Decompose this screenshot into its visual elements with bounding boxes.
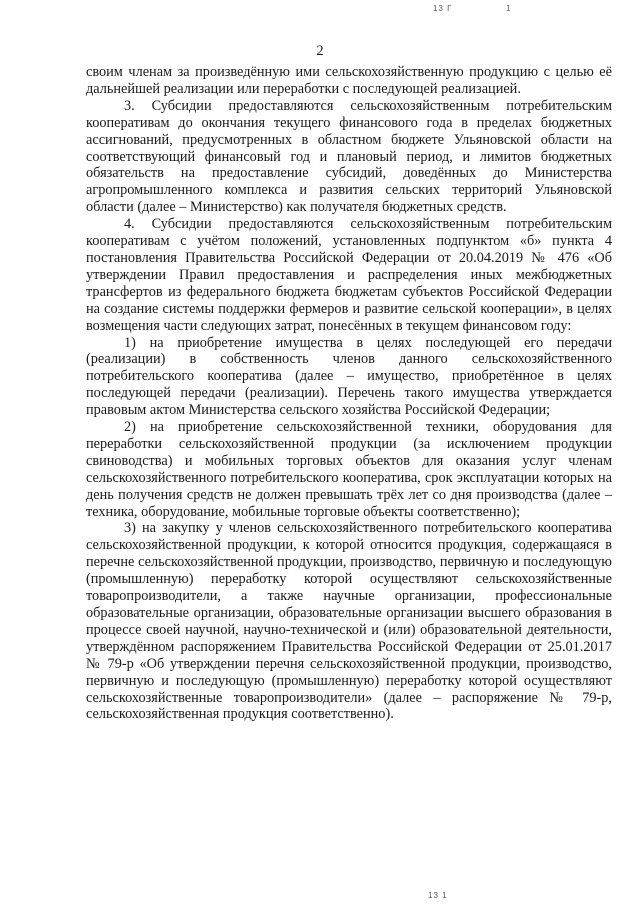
list-item-2: 2) на приобретение сельскохозяйственной техники, оборудования для переработки сельскохозяйственной продукции (за исключением продукции свиноводства) и мобильных торговых объектов для оказания услуг членам сельскохозяйственного потребительского кооператива, срок эксплуатации которых на день получения средств не должен превышать трёх лет со дня производства (далее – техника, оборудование, мобильные торговые объекты соответственно);: [86, 419, 612, 520]
page-number: 2: [316, 43, 324, 59]
scan-mark-bottom: 13 1: [428, 891, 448, 900]
scan-mark-top-right: 1: [506, 4, 512, 13]
paragraph-4: 4. Субсидии предоставляются сельскохозяйственным потребительским кооперативам с учётом положений, установленных подпунктом «б» пункта 4 постановления Правительства Российской Федерации от 20.04.2019 № 476 «Об утверждении Правил предоставления и распределения иных межбюджетных трансфертов из федерального бюджета бюджетам субъектов Российской Федерации на создание системы поддержки фермеров и развитие сельской кооперации», в целях возмещения части следующих затрат, понесённых в текущем финансовом году:: [86, 216, 612, 334]
paragraph-continuation: своим членам за произведённую ими сельскохозяйственную продукцию с целью её дальнейшей реализации или переработки с последующей реализацией.: [86, 64, 612, 97]
list-item-1: 1) на приобретение имущества в целях последующей его передачи (реализации) в собственность членов данного сельскохозяйственного потребительского кооператива (далее – имущество, приобретённое в целях последующей передачи (реализации). Перечень такого имущества утверждается правовым актом Министерства сельского хозяйства Российской Федерации;: [86, 334, 612, 419]
document-body: [86, 64, 612, 723]
paragraph-3: 3. Субсидии предоставляются сельскохозяйственным потребительским кооперативам до окончания текущего финансового года в пределах бюджетных ассигнований, предусмотренных в областном бюджете Ульяновской области на соответствующий финансовый год и плановый период, и лимитов бюджетных обязательств на предоставление субсидий, доведённых до Министерства агропромышленного комплекса и развития сельских территорий Ульяновской области (далее – Министерство) как получателя бюджетных средств.: [86, 97, 612, 216]
list-item-3: 3) на закупку у членов сельскохозяйственного потребительского кооператива сельскохозяйственной продукции, к которой относится продукция, содержащаяся в перечне сельскохозяйственной продукции, производство, первичную и последующую (промышленную) переработку которой осуществляют сельскохозяйственные товаропроизводители, а также научные организации, профессиональные образовательные организации, образовательные организации высшего образования в процессе своей научной, научно-технической и (или) образовательной деятельности, утверждённом распоряжением Правительства Российской Федерации от 25.01.2017 № 79-р «Об утверждении перечня сельскохозяйственной продукции, производство, первичную и последующую (промышленную) переработку которой осуществляют сельскохозяйственные товаропроизводители» (далее – распоряжение № 79-р, сельскохозяйственная продукция соответственно).: [86, 520, 612, 723]
scan-mark-top: 13 Г: [433, 4, 453, 13]
